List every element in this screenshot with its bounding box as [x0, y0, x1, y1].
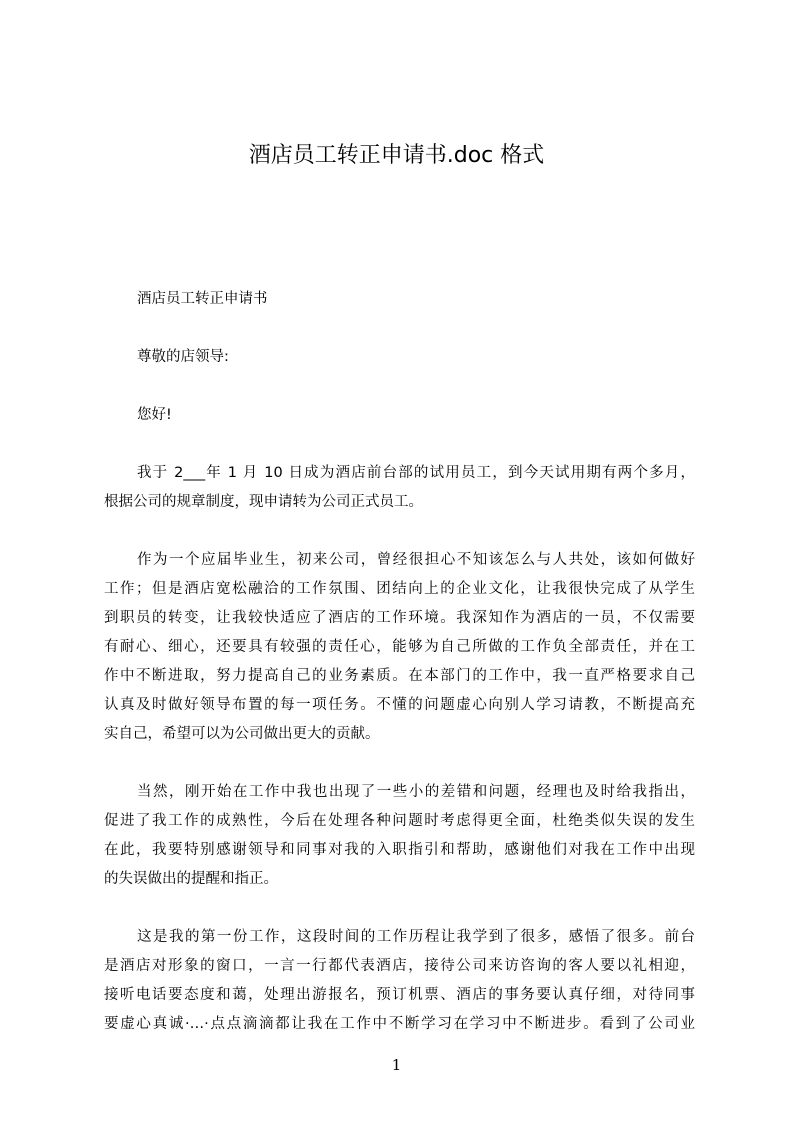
paragraph-line: 这是我的第一份工作，这段时间的工作历程让我学到了很多，感悟了很多。前台 [137, 929, 695, 945]
paragraph-line: 有耐心、细心，还要具有较强的责任心，能够为自己所做的工作负全部责任，并在工 [104, 639, 695, 655]
paragraph-line: 在此，我要特别感谢领导和同事对我的入职指引和帮助，感谢他们对我在工作中出现 [104, 842, 695, 858]
greeting: 您好! [137, 407, 172, 423]
greeting-block [104, 401, 695, 430]
paragraph-2 [104, 546, 695, 749]
paragraph-3 [104, 778, 695, 894]
paragraph-line: 认真及时做好领导布置的每一项任务。不懂的问题虚心向别人学习请教，不断提高充 [104, 697, 695, 713]
letter-heading-block [104, 285, 695, 314]
page-number: 1 [391, 1056, 402, 1074]
salutation-block [104, 343, 695, 372]
paragraph-line: 接听电话要态度和蔼，处理出游报名，预订机票、酒店的事务要认真仔细，对待同事 [104, 987, 695, 1003]
paragraph-4 [104, 923, 695, 1039]
salutation: 尊敬的店领导: [137, 349, 229, 365]
paragraph-line: 当然，刚开始在工作中我也出现了一些小的差错和问题，经理也及时给我指出， [137, 784, 695, 800]
paragraph-line: 促进了我工作的成熟性，今后在处理各种问题时考虑得更全面，杜绝类似失误的发生 [104, 813, 695, 829]
paragraph-line: 作中不断进取，努力提高自己的业务素质。在本部门的工作中，我一直严格要求自己 [104, 668, 695, 684]
document-title: 酒店员工转正申请书.doc 格式 [248, 143, 545, 168]
letter-heading: 酒店员工转正申请书 [137, 291, 268, 307]
paragraph-line: 的失误做出的提醒和指正。 [104, 871, 278, 887]
paragraph-1 [104, 459, 695, 517]
paragraph-line: 实自己，希望可以为公司做出更大的贡献。 [104, 726, 380, 742]
paragraph-line: 要虚心真诚·…·点点滴滴都让我在工作中不断学习在学习中不断进步。看到了公司业 [104, 1016, 695, 1032]
paragraph-line: 根据公司的规章制度，现申请转为公司正式员工。 [104, 494, 423, 510]
paragraph-line: 是酒店对形象的窗口，一言一行都代表酒店，接待公司来访咨询的客人要以礼相迎， [104, 958, 695, 974]
paragraph-line: 我于 2___年 1 月 10 日成为酒店前台部的试用员工，到今天试用期有两个多月， [137, 465, 695, 481]
paragraph-line: 到职员的转变，让我较快适应了酒店的工作环境。我深知作为酒店的一员，不仅需要 [104, 610, 695, 626]
paragraph-line: 工作；但是酒店宽松融洽的工作氛围、团结向上的企业文化，让我很快完成了从学生 [104, 581, 695, 597]
paragraph-line: 作为一个应届毕业生，初来公司，曾经很担心不知该怎么与人共处，该如何做好 [137, 552, 695, 568]
letter-body [104, 285, 695, 1068]
